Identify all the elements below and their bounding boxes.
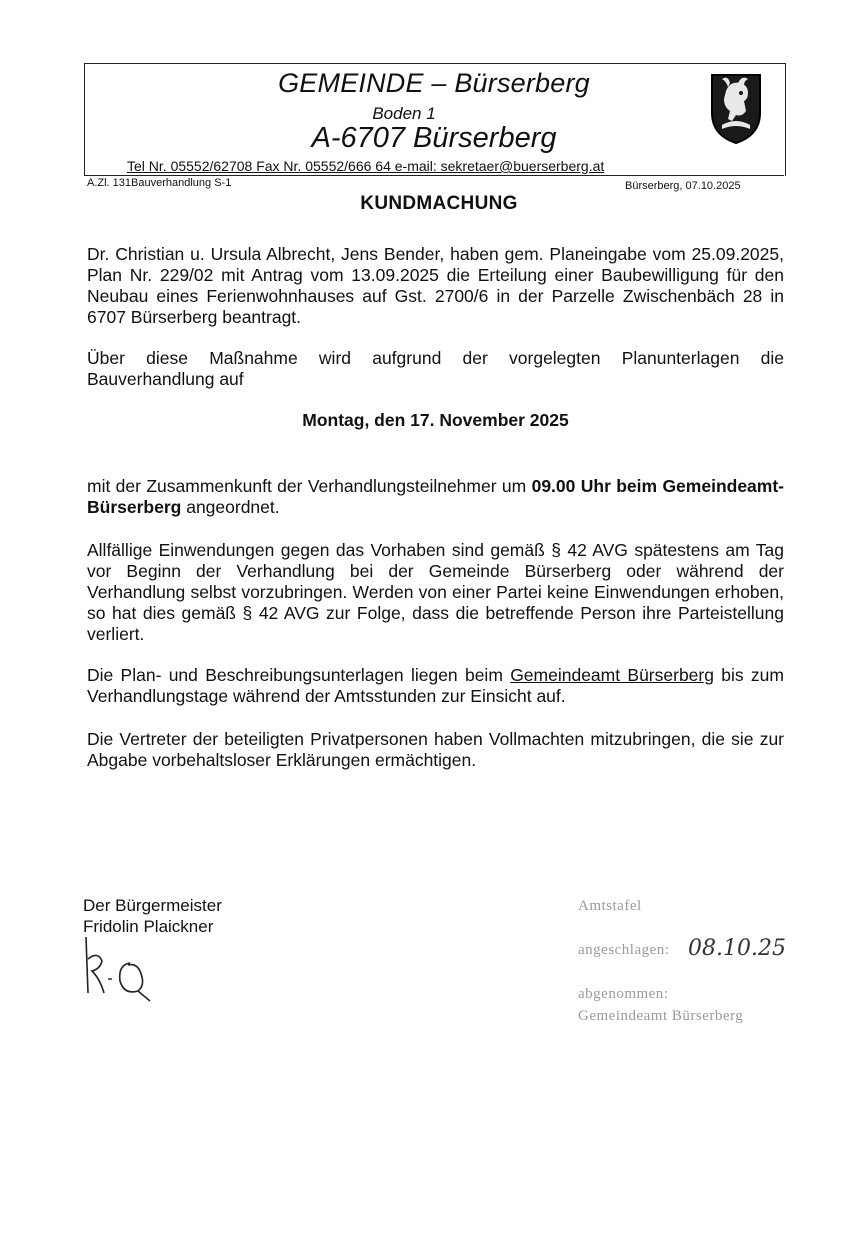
place-date: Bürserberg, 07.10.2025: [625, 180, 741, 192]
municipality-title: GEMEINDE – Bürserberg: [278, 68, 590, 98]
meeting-text-end: angeordnet.: [181, 497, 280, 517]
signature-role: Der Bürgermeister: [83, 896, 222, 915]
stamp-posted-label: angeschlagen:: [578, 942, 670, 958]
paragraph-objections: Allfällige Einwendungen gegen das Vorhaben sind gemäß § 42 AVG spätestens am Tag vor Beginn der Verhandlung bei der Gemeinde Bürserberg oder während der Verhandlung selbst vorzubringen. Werden von einer Partei keine Einwendungen erhoben, so hat dies gemäß § 42 AVG zur Folge, dass die betreffende Person ihre Parteistellung verliert.: [87, 540, 784, 644]
document-heading: KUNDMACHUNG: [360, 193, 518, 214]
stamp-posted-date: 08.10.25: [688, 936, 786, 961]
signature-name: Fridolin Plaickner: [83, 917, 214, 936]
paragraph-application: Dr. Christian u. Ursula Albrecht, Jens Bender, haben gem. Planeingabe vom 25.09.2025, Plan Nr. 229/02 mit Antrag vom 13.09.2025 die Erteilung einer Baubewilligung für den Neubau eines Ferienwohnhauses auf Gst. 2700/6 in der Parzelle Zwischenbäch 28 in 6707 Bürserberg beantragt.: [87, 244, 784, 327]
contact-line: Tel Nr. 05552/62708 Fax Nr. 05552/666 64 e-mail: sekretaer@buerserberg.at: [127, 158, 605, 174]
hearing-date: Montag, den 17. November 2025: [302, 410, 569, 430]
handwritten-signature: [80, 935, 160, 1005]
letterhead-divider: [84, 175, 784, 176]
coat-of-arms-icon: [708, 69, 764, 145]
file-reference: A.Zl. 131Bauverhandlung S-1: [87, 177, 232, 189]
inspection-office: Gemeindeamt Bürserberg: [510, 665, 714, 685]
stamp-office: Gemeindeamt Bürserberg: [578, 1008, 744, 1024]
municipality-street: Boden 1: [372, 104, 436, 123]
municipality-town: A-6707 Bürserberg: [311, 122, 557, 154]
meeting-time-place: 09.00 Uhr beim Gemeindeamt-Bürserberg: [87, 476, 785, 517]
paragraph-representatives: Die Vertreter der beteiligten Privatpersonen haben Vollmachten mitzubringen, die sie zur Abgabe vorbehaltsloser Erklärungen ermächtigen.: [87, 729, 784, 770]
paragraph-meeting: [87, 476, 784, 518]
meeting-text-start: mit der Zusammenkunft der Verhandlungsteilnehmer um: [87, 476, 532, 496]
inspection-text-end: bis zum Verhandlungstage während der Amtsstunden zur Einsicht auf.: [87, 665, 784, 706]
paragraph-announcement: Über diese Maßnahme wird aufgrund der vorgelegten Planunterlagen die Bauverhandlung auf: [87, 348, 784, 389]
stamp-removed-label: abgenommen:: [578, 986, 669, 1002]
inspection-text-start: Die Plan- und Beschreibungsunterlagen liegen beim: [87, 665, 511, 685]
paragraph-inspection: [87, 665, 784, 707]
stamp-title: Amtstafel: [578, 898, 642, 914]
